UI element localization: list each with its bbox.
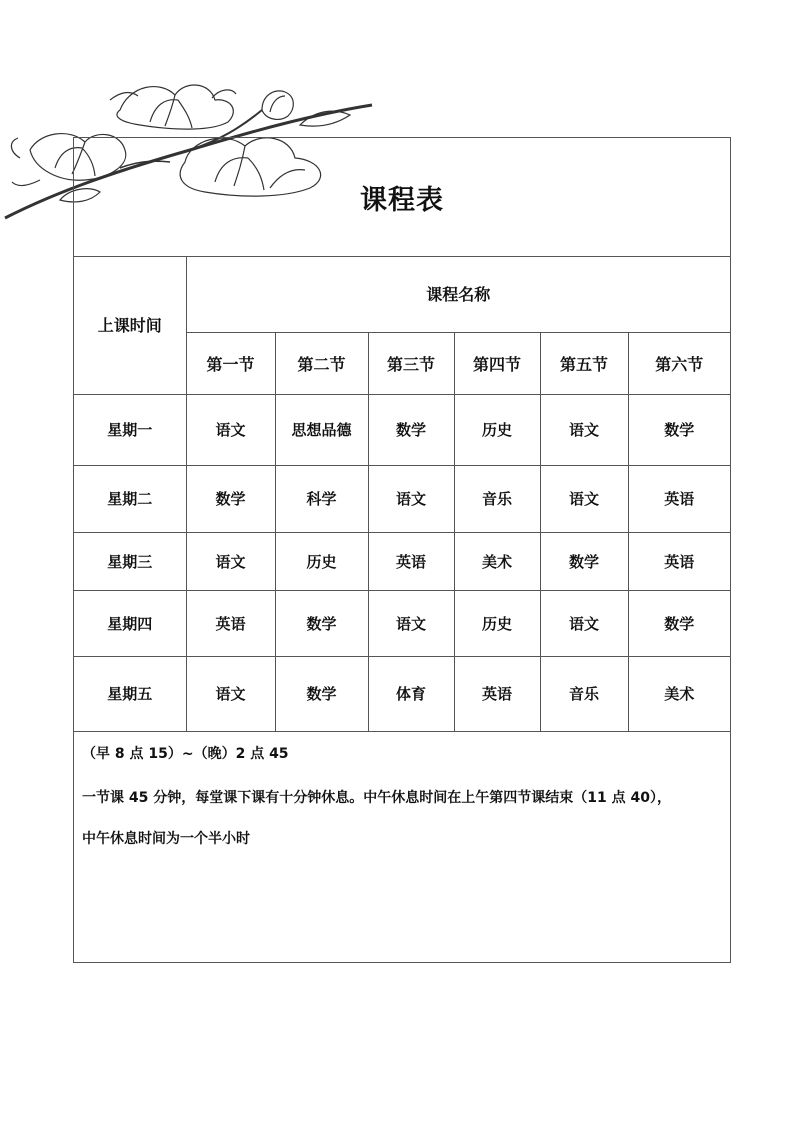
course-cell: 英语 <box>628 465 730 532</box>
course-cell: 美术 <box>454 532 540 590</box>
day-cell: 星期四 <box>74 590 186 656</box>
course-cell: 数学 <box>540 532 628 590</box>
period-header: 第四节 <box>454 332 540 394</box>
schedule-table <box>74 256 730 732</box>
course-cell: 数学 <box>186 465 275 532</box>
day-cell: 星期三 <box>74 532 186 590</box>
course-cell: 音乐 <box>454 465 540 532</box>
table-row <box>74 656 730 731</box>
table-row <box>74 590 730 656</box>
course-cell: 英语 <box>628 532 730 590</box>
course-cell: 英语 <box>186 590 275 656</box>
table-row <box>74 465 730 532</box>
period-header: 第五节 <box>540 332 628 394</box>
day-cell: 星期二 <box>74 465 186 532</box>
course-cell: 科学 <box>275 465 368 532</box>
period-header: 第二节 <box>275 332 368 394</box>
day-cell: 星期一 <box>74 394 186 465</box>
table-row <box>74 394 730 465</box>
course-cell: 数学 <box>628 394 730 465</box>
notes-break-info: 一节课 45 分钟，每堂课下课有十分钟休息。中午休息时间在上午第四节课结束（11 点 40）， <box>82 790 671 806</box>
course-cell: 数学 <box>275 590 368 656</box>
table-row <box>74 532 730 590</box>
course-cell: 语文 <box>540 465 628 532</box>
course-cell: 语文 <box>368 590 454 656</box>
course-cell: 数学 <box>275 656 368 731</box>
course-cell: 语文 <box>540 394 628 465</box>
day-cell: 星期五 <box>74 656 186 731</box>
course-cell: 英语 <box>368 532 454 590</box>
schedule-frame <box>73 137 731 963</box>
course-cell: 语文 <box>186 656 275 731</box>
notes-hours: （早 8 点 15）~（晚）2 点 45 <box>82 746 289 762</box>
course-cell: 语文 <box>186 394 275 465</box>
course-cell: 历史 <box>275 532 368 590</box>
period-header: 第六节 <box>628 332 730 394</box>
course-cell: 历史 <box>454 590 540 656</box>
time-header: 上课时间 <box>74 256 186 394</box>
course-cell: 语文 <box>540 590 628 656</box>
period-header: 第三节 <box>368 332 454 394</box>
title-row <box>74 138 730 257</box>
course-cell: 美术 <box>628 656 730 731</box>
course-header: 课程名称 <box>186 256 730 332</box>
course-cell: 体育 <box>368 656 454 731</box>
course-cell: 思想品德 <box>275 394 368 465</box>
course-cell: 音乐 <box>540 656 628 731</box>
course-cell: 语文 <box>186 532 275 590</box>
course-cell: 数学 <box>368 394 454 465</box>
course-cell: 语文 <box>368 465 454 532</box>
notes-lunch-info: 中午休息时间为一个半小时 <box>82 831 250 847</box>
course-cell: 历史 <box>454 394 540 465</box>
course-cell: 英语 <box>454 656 540 731</box>
period-header: 第一节 <box>186 332 275 394</box>
page-title: 课程表 <box>360 185 444 216</box>
course-cell: 数学 <box>628 590 730 656</box>
